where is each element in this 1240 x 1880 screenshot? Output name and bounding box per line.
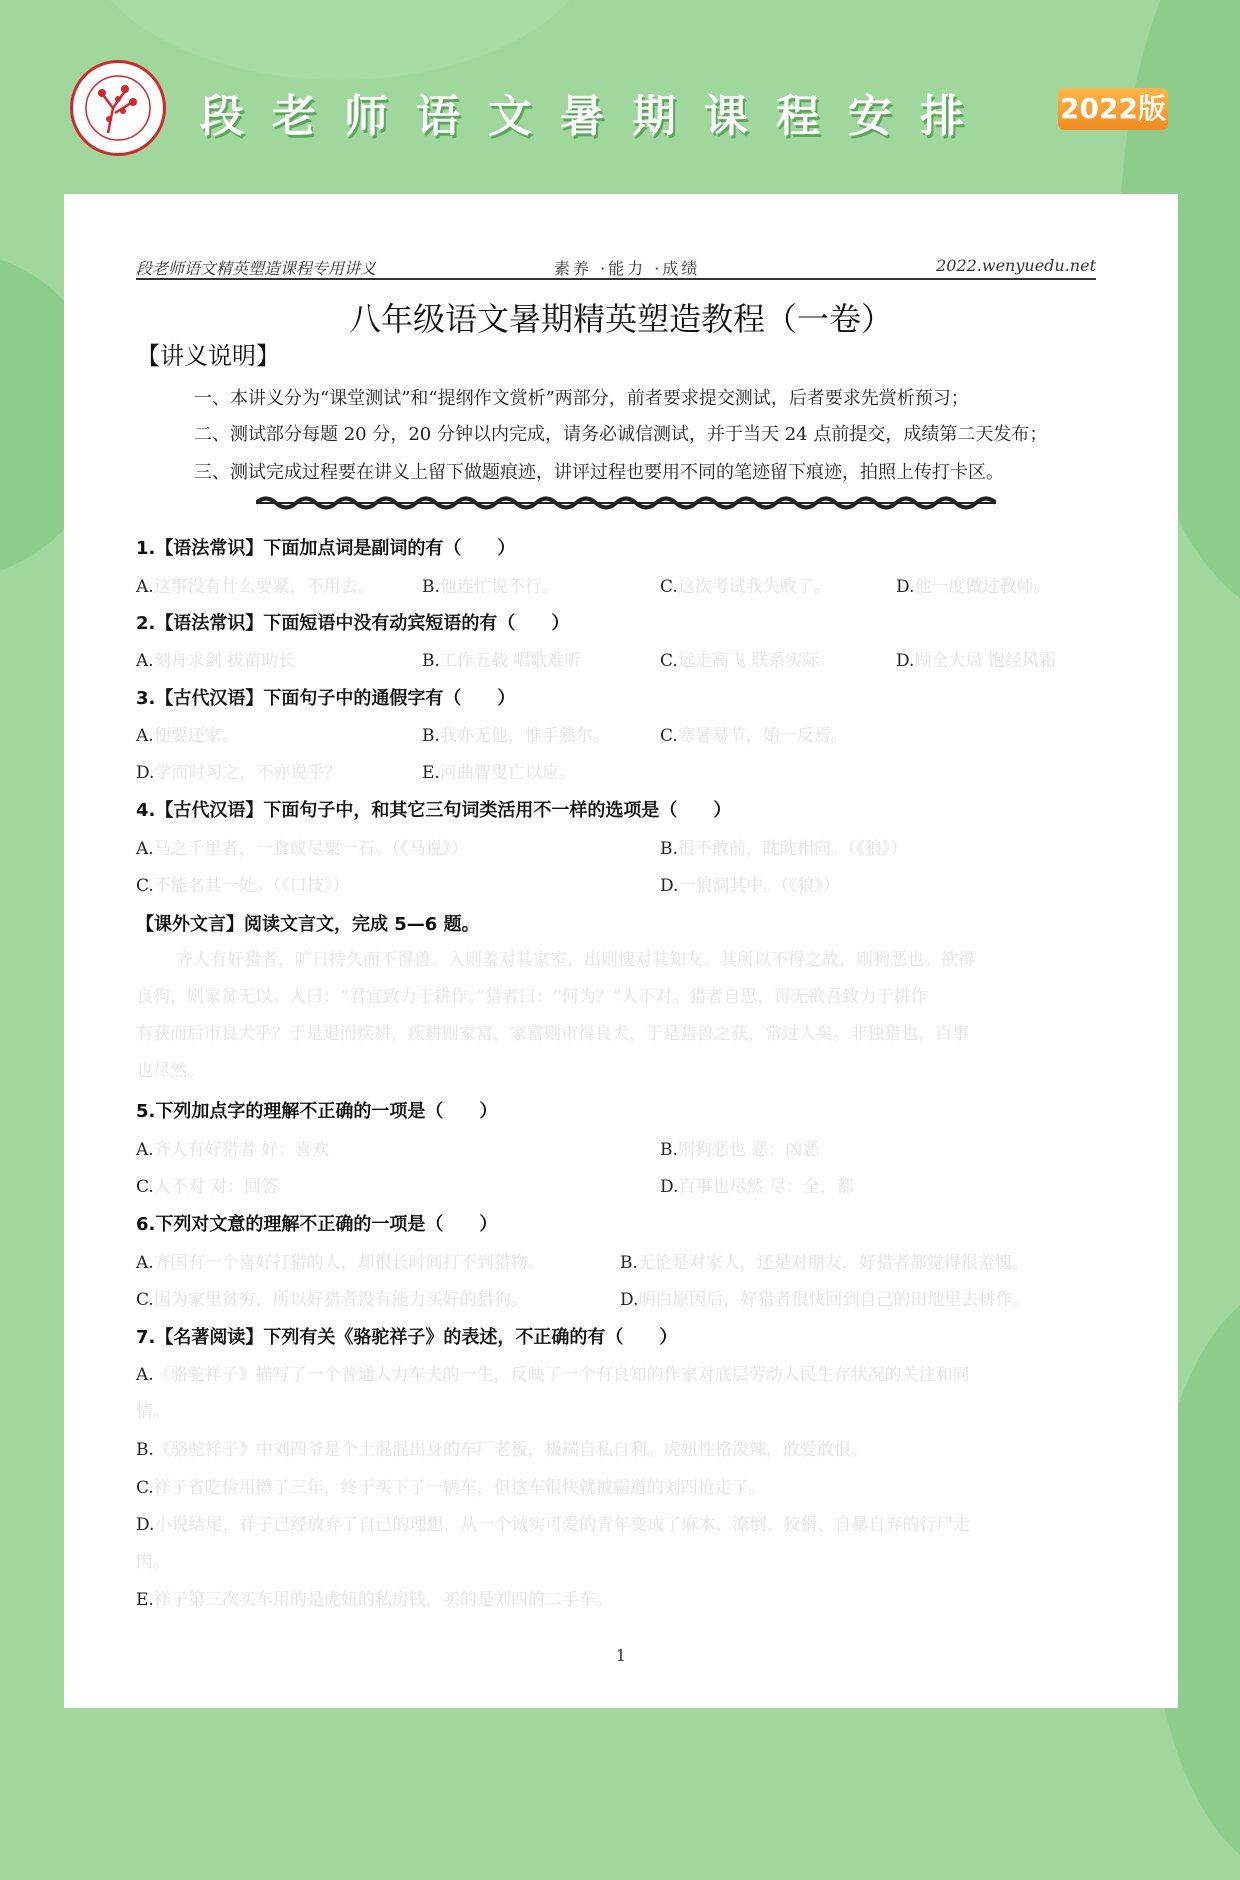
answer-option [136,1360,970,1385]
option-text: 百事也尽然 尽：全，都 [678,1177,854,1197]
option-text: 《骆驼祥子》中刘四爷是个土混混出身的车厂老板，极端自私自利。虎妞性格泼辣，敢爱敢恨。 [153,1440,868,1460]
option-label: B. [660,1140,678,1160]
answer-option [136,758,341,783]
answer-option [136,1585,613,1610]
option-text: 寒暑易节，始一反焉。 [677,726,848,746]
option-label: B. [422,651,440,671]
option-label: D. [896,577,915,597]
option-text: 河曲智叟亡以应。 [439,763,576,783]
question-stem: 2.【语法常识】下面短语中没有动宾短语的有（ ） [136,613,570,634]
option-label: A. [136,1253,154,1273]
option-text: 我亦无他，惟手熟尔。 [439,726,610,746]
banner [0,0,1240,190]
option-text: 远走高飞 联系实际 [677,651,820,671]
option-text: 祥子第三次买车用的是虎妞的私房钱，买的是刘四的二手车。 [153,1590,613,1610]
document-page [64,194,1178,1708]
option-label: D. [620,1290,639,1310]
question-stem: 1.【语法常识】下面加点词是副词的有（ ） [136,538,516,559]
option-label: C. [136,1478,154,1498]
option-text: 情。 [136,1402,170,1422]
option-text: 刻舟求剑 拔苗助长 [153,651,296,671]
document-title: 八年级语文暑期精英塑造教程（一卷） [348,300,893,338]
answer-option [422,721,610,746]
answer-option [660,646,819,671]
option-text: 肉。 [136,1552,170,1572]
answer-option [660,572,831,597]
option-text: 则狗恶也 恶：凶恶 [677,1140,820,1160]
question-stem: 5.下列加点字的理解不正确的一项是（ ） [136,1101,498,1122]
answer-option-continuation [136,1397,170,1422]
option-label: C. [136,1177,154,1197]
option-label: B. [660,839,678,859]
question-stem: 4.【古代汉语】下面句子中，和其它三句词类活用不一样的选项是（ ） [136,800,732,821]
option-label: D. [896,651,915,671]
answer-option [136,1135,329,1160]
answer-option [136,1285,528,1310]
option-text: 齐国有一个喜好打猎的人，却很长时间打不到猎物。 [153,1253,545,1273]
option-label: C. [136,1290,154,1310]
option-label: B. [136,1440,154,1460]
option-text: 祥子省吃俭用攒了三年，终于买下了一辆车，但这车很快就被霸道的刘四抢走了。 [153,1478,766,1498]
intro-note: 二、测试部分每题 20 分，20 分钟以内完成，请务必诚信测试，并于当天 24 点前提交，成绩第二天发布； [194,424,1048,445]
option-text: 一狼洞其中。（《狼》） [678,876,840,896]
option-label: A. [136,726,154,746]
option-text: 《骆驼祥子》描写了一个普通人力车夫的一生，反映了一个有良知的作家对底层劳动人民生存状况的关注和同 [153,1365,970,1385]
answer-option [136,1510,970,1535]
option-text: 工作五载 唱歌难听 [439,651,582,671]
plum-blossom-seal-logo [70,60,166,156]
answer-option [136,572,375,597]
header-motto: 素养 ·能力 ·成绩 [554,259,701,278]
passage-line: 有获而后市良犬乎？于是退而疾耕，疾耕则家富，家富则市得良犬，于是猎兽之获，常过人矣。非独猎也，百事 [136,1024,969,1044]
header-website: 2022.wenyuedu.net [936,256,1096,275]
option-label: D. [136,763,155,783]
option-text: 人不对 对：回答 [153,1177,279,1197]
edition-badge: 2022版 [1058,88,1168,130]
question-stem: 3.【古代汉语】下面句子中的通假字有（ ） [136,688,516,709]
banner-title: 段老师语文暑期课程安排 [200,91,992,142]
option-text: 很不敢前，眈眈相向。（《狼》） [677,839,908,859]
option-label: D. [136,1515,155,1535]
answer-option [422,758,576,783]
option-text: 马之千里者，一食或尽粟一石。（《马说》） [153,839,469,859]
passage-line: 齐人有好猎者，旷日持久而不得兽。入则羞对其家室，出则愧对其知友。其所以不得之故，则狗恶也。欲得 [176,950,975,970]
answer-option [136,721,239,746]
intro-note: 一、本讲义分为“课堂测试”和“提纲作文赏析”两部分，前者要求提交测试，后者要求先赏析预习； [194,388,969,409]
option-text: 顾全大局 饱经风霜 [914,651,1056,671]
option-label: D. [660,1177,679,1197]
option-label: A. [136,1365,154,1385]
option-label: A. [136,839,154,859]
answer-option [136,834,468,859]
option-label: B. [422,726,440,746]
passage-line: 也尽然。 [136,1061,204,1081]
answer-option [136,1473,766,1498]
page-number: 1 [615,1646,627,1665]
option-text: 齐人有好猎者 好：喜欢 [153,1140,330,1160]
option-label: E. [136,1590,154,1610]
option-text: 不能名其一处。（《口技》） [153,876,350,896]
option-text: 他连忙说不行。 [439,577,559,597]
option-text: 便要还家。 [153,726,239,746]
answer-option [660,1172,854,1197]
option-text: 明白原因后，好猎者很快回到自己的田地里去耕作。 [638,1290,1030,1310]
header-course-name: 段老师语文精英塑造课程专用讲义 [136,259,377,278]
option-text: 学而时习之，不亦说乎？ [154,763,342,783]
option-text: 他一度做过教师。 [914,577,1051,597]
option-text: 这次考试我失败了。 [677,577,831,597]
intro-note: 三、测试完成过程要在讲义上留下做题痕迹，讲评过程也要用不同的笔迹留下痕迹，拍照上传打卡区。 [194,462,1004,483]
option-label: E. [422,763,440,783]
intro-heading: 【讲义说明】 [136,342,280,370]
answer-option-continuation [136,1547,170,1572]
option-text: 这事没有什么要紧，不用去。 [153,577,375,597]
option-label: B. [620,1253,638,1273]
answer-option [660,721,848,746]
option-label: B. [422,577,440,597]
answer-option [136,1172,278,1197]
reading-passage [136,942,1096,1090]
option-label: A. [136,651,154,671]
option-label: A. [136,577,154,597]
reading-heading: 【课外文言】阅读文言文，完成 5—6 题。 [136,914,480,935]
running-header [136,256,1096,280]
answer-option [620,1285,1029,1310]
answer-option [896,572,1050,597]
answer-option [136,1248,545,1273]
answer-option [660,1135,819,1160]
answer-option [422,646,581,671]
answer-option [896,646,1056,671]
answer-option [136,1435,868,1460]
option-label: C. [660,726,678,746]
answer-option [422,572,559,597]
option-text: 因为家里贫穷，所以好猎者没有能力买好的猎狗。 [153,1290,528,1310]
answer-option [136,871,349,896]
option-label: C. [660,577,678,597]
option-text: 无论是对家人，还是对朋友，好猎者都觉得很羞愧。 [637,1253,1029,1273]
question-stem: 7.【名著阅读】下列有关《骆驼祥子》的表述，不正确的有（ ） [136,1327,678,1348]
option-label: A. [136,1140,154,1160]
passage-line: 良狗，则家贫无以。人曰：“君宜致力于耕作。”猎者曰：“何为？”人不对。猎者自思，得无欲吾致力于耕作 [136,987,928,1007]
option-label: C. [660,651,678,671]
answer-option [620,1248,1029,1273]
answer-option [136,646,295,671]
option-label: D. [660,876,679,896]
ornamental-divider [256,494,996,512]
option-text: 小说结尾，祥子已经放弃了自己的理想，从一个诚实可爱的青年变成了麻木、潦倒、狡猾、自暴自弃的行尸走 [154,1515,971,1535]
question-stem: 6.下列对文意的理解不正确的一项是（ ） [136,1214,498,1235]
answer-option [660,871,840,896]
answer-option [660,834,907,859]
option-label: C. [136,876,154,896]
